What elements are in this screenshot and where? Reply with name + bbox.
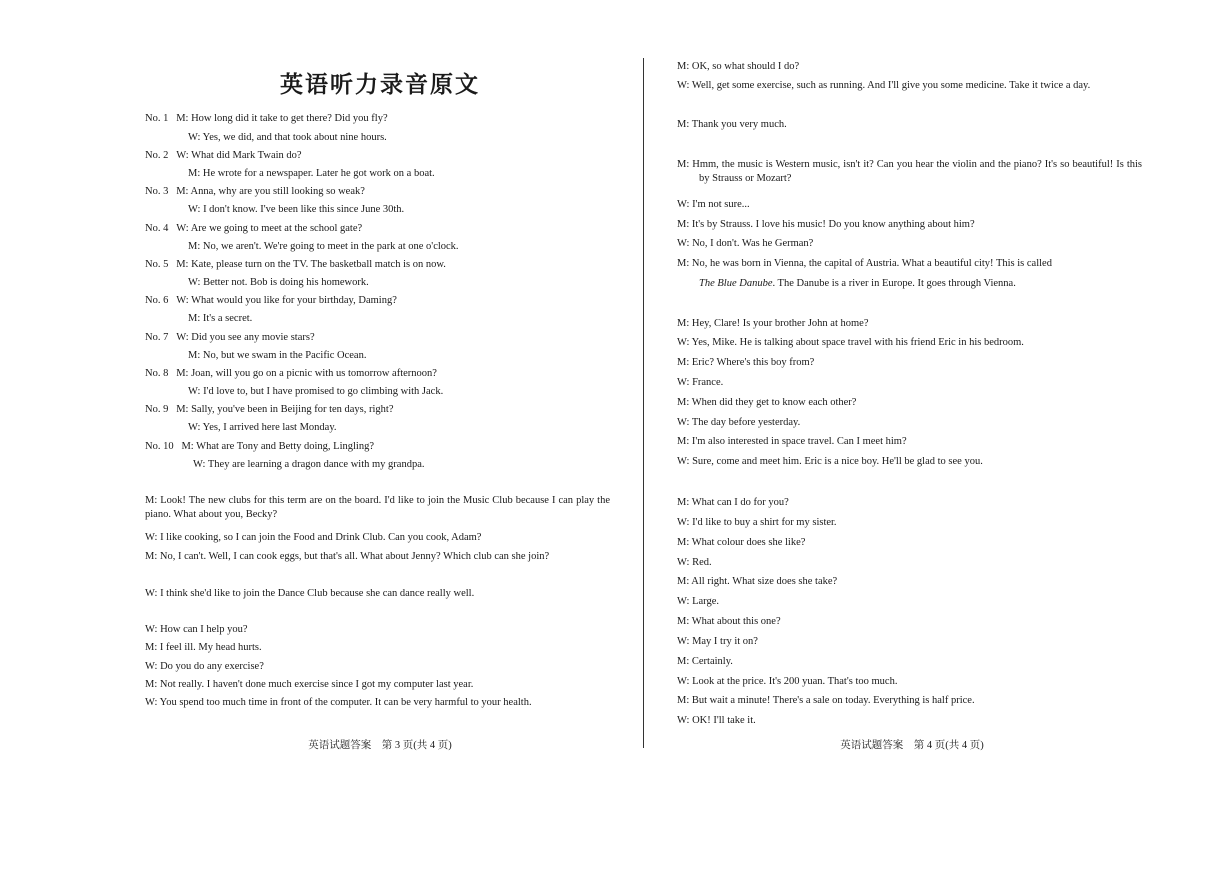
- item-number: No. 5: [145, 259, 169, 270]
- dialogue-line: M: Thank you very much.: [677, 119, 787, 130]
- item-number: No. 8: [145, 368, 169, 379]
- dialogue-line: W: Sure, come and meet him. Eric is a nice boy. He'll be glad to see you.: [677, 456, 983, 467]
- item-no-3: [145, 185, 365, 199]
- item-number: No. 1: [145, 113, 169, 124]
- dialogue-line: W: Are we going to meet at the school gate?: [176, 223, 363, 234]
- item-no-9: [145, 403, 394, 417]
- dialogue-line: W: I'd like to buy a shirt for my sister.: [677, 517, 837, 528]
- item-no-6: [145, 294, 397, 308]
- dialogue-line: M: It's by Strauss. I love his music! Do you know anything about him?: [677, 219, 975, 230]
- dialogue-line: W: The day before yesterday.: [677, 417, 801, 428]
- dialogue-line: W: What did Mark Twain do?: [176, 150, 302, 161]
- dialogue-line: W: You spend too much time in front of the computer. It can be very harmful to your health.: [145, 697, 532, 708]
- dialogue-line: M: Not really. I haven't done much exercise since I got my computer last year.: [145, 679, 474, 690]
- item-number: No. 4: [145, 223, 169, 234]
- item-no-1: [145, 112, 388, 126]
- item-no-4: [145, 222, 362, 236]
- item-number: No. 7: [145, 332, 169, 343]
- dialogue-line: M: No, he was born in Vienna, the capital of Austria. What a beautiful city! This is called: [677, 258, 1052, 269]
- item-no-5: [145, 258, 446, 272]
- dialogue-line: W: Yes, I arrived here last Monday.: [188, 422, 337, 433]
- dialogue-line: W: I think she'd like to join the Dance Club because she can dance really well.: [145, 588, 475, 599]
- item-number: No. 6: [145, 295, 169, 306]
- dialogue-line: M: How long did it take to get there? Did you fly?: [176, 113, 388, 124]
- dialogue-line: The Blue Danube. The Danube is a river in Europe. It goes through Vienna.: [699, 278, 1016, 289]
- dialogue-line: W: Well, get some exercise, such as running. And I'll give you some medicine. Take it twice a day.: [677, 80, 1091, 91]
- dialogue-line: M: I feel ill. My head hurts.: [145, 642, 262, 653]
- dialogue-line: M: But wait a minute! There's a sale on today. Everything is half price.: [677, 695, 975, 706]
- dialogue-line: M: All right. What size does she take?: [677, 576, 838, 587]
- dialogue-line: W: Red.: [677, 557, 712, 568]
- dialogue-line: M: It's a secret.: [188, 313, 253, 324]
- dialogue-line: W: No, I don't. Was he German?: [677, 238, 814, 249]
- dialogue-line: M: He wrote for a newspaper. Later he got work on a boat.: [188, 168, 435, 179]
- item-number: No. 2: [145, 150, 169, 161]
- dialogue-line: W: I'd love to, but I have promised to go climbing with Jack.: [188, 386, 444, 397]
- dialogue-line: W: France.: [677, 377, 724, 388]
- dialogue-line: W: They are learning a dragon dance with my grandpa.: [193, 459, 425, 470]
- dialogue-line: W: May I try it on?: [677, 636, 758, 647]
- dialogue-line: W: Better not. Bob is doing his homework.: [188, 277, 369, 288]
- dialogue-line: M: What can I do for you?: [677, 497, 789, 508]
- item-number: No. 3: [145, 186, 169, 197]
- song-title: The Blue Danube: [699, 278, 773, 289]
- item-no-7: [145, 331, 315, 345]
- dialogue-line: M: What are Tony and Betty doing, Lingling?: [181, 441, 374, 452]
- dialogue-line: M: Kate, please turn on the TV. The basketball match is on now.: [176, 259, 446, 270]
- dialogue-line: M: Sally, you've been in Beijing for ten days, right?: [176, 404, 394, 415]
- dialogue-line: M: Look! The new clubs for this term are on the board. I'd like to join the Music Club because I can play the piano. What about you, Becky?: [145, 495, 610, 520]
- item-number: No. 9: [145, 404, 169, 415]
- dialogue-line: M: Anna, why are you still looking so weak?: [176, 186, 365, 197]
- item-no-8: [145, 367, 437, 381]
- dialogue-line: M: What colour does she like?: [677, 537, 806, 548]
- column-divider: [643, 58, 644, 748]
- dialogue-line: W: Large.: [677, 596, 719, 607]
- dialogue-line: M: Eric? Where's this boy from?: [677, 357, 815, 368]
- dialogue-line: W: Yes, we did, and that took about nine hours.: [188, 132, 387, 143]
- dialogue-line: W: What would you like for your birthday, Daming?: [176, 295, 397, 306]
- page-title: 英语听力录音原文: [280, 72, 480, 98]
- dialogue-line: W: OK! I'll take it.: [677, 715, 756, 726]
- dialogue-line: M: No, we aren't. We're going to meet in the park at one o'clock.: [188, 241, 459, 252]
- item-no-10: [145, 440, 374, 454]
- dialogue-line: M: What about this one?: [677, 616, 781, 627]
- page-footer-3: 英语试题答案 第 3 页(共 4 页): [308, 740, 452, 751]
- dialogue-line: W: How can I help you?: [145, 624, 248, 635]
- dialogue-line: M: I'm also interested in space travel. Can I meet him?: [677, 436, 907, 447]
- dialogue-line: M: OK, so what should I do?: [677, 61, 800, 72]
- page-footer-4: 英语试题答案 第 4 页(共 4 页): [840, 740, 984, 751]
- item-no-2: [145, 149, 302, 163]
- dialogue-line: M: Joan, will you go on a picnic with us tomorrow afternoon?: [176, 368, 437, 379]
- dialogue-line: W: I like cooking, so I can join the Food and Drink Club. Can you cook, Adam?: [145, 532, 482, 543]
- dialogue-line: W: I'm not sure...: [677, 199, 750, 210]
- dialogue-line: W: I don't know. I've been like this since June 30th.: [188, 204, 405, 215]
- dialogue-line: W: Did you see any movie stars?: [176, 332, 315, 343]
- dialogue-line: M: Certainly.: [677, 656, 733, 667]
- dialogue-line: M: No, I can't. Well, I can cook eggs, but that's all. What about Jenny? Which club can she join?: [145, 551, 550, 562]
- dialogue-line: M: Hmm, the music is Western music, isn't it? Can you hear the violin and the piano? It's so beautiful! Is this by Strauss or Mozart?: [677, 159, 1142, 184]
- dialogue-line: W: Look at the price. It's 200 yuan. That's too much.: [677, 676, 898, 687]
- dialogue-line: W: Do you do any exercise?: [145, 661, 264, 672]
- item-number: No. 10: [145, 441, 174, 452]
- dialogue-line: M: No, but we swam in the Pacific Ocean.: [188, 350, 367, 361]
- dialogue-line: M: When did they get to know each other?: [677, 397, 857, 408]
- dialogue-line: M: Hey, Clare! Is your brother John at home?: [677, 318, 869, 329]
- dialogue-line: W: Yes, Mike. He is talking about space travel with his friend Eric in his bedroom.: [677, 337, 1024, 348]
